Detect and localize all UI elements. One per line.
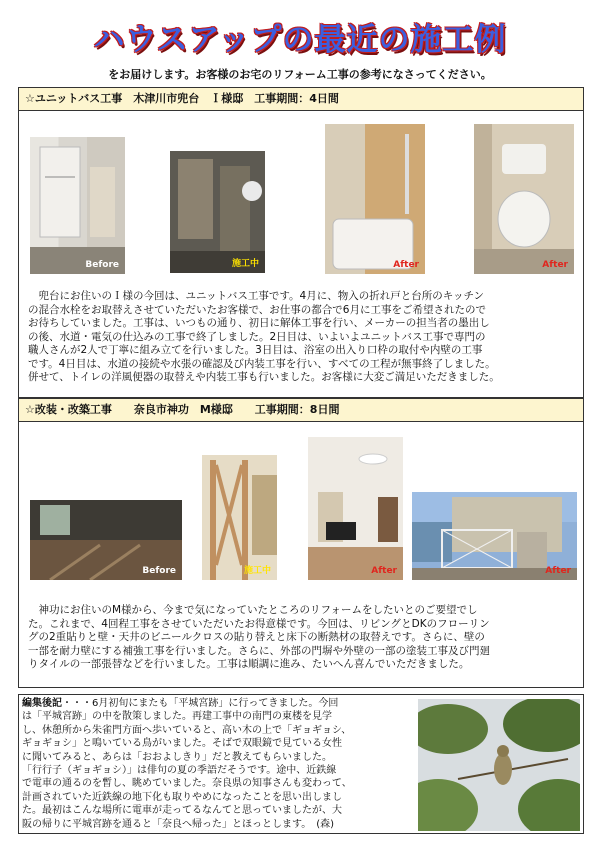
- editors-note-line: 編集後記・・・6月初旬にまたも「平城宮跡」に行ってきました。今回: [22, 698, 339, 709]
- case2-photo-during: [202, 455, 277, 580]
- case1-photo-after-bath: [325, 124, 425, 274]
- case2-line: た。これまで、4回程工事をさせていただいたお得意様です。今回は、リビングとDKのフローリン: [28, 617, 490, 630]
- case2-photo-before-label: Before: [142, 566, 176, 576]
- case1-line: の後、水道・電気の仕込みの工事で終了しました。2日目は、いよいよユニットバス工事で専門の: [28, 330, 486, 343]
- case2-photo-after-exterior-label: After: [545, 566, 571, 576]
- case1-photo-before: [30, 137, 125, 274]
- editors-note-line: で電車の通るのを暫し、眺めていました。奈良県の知事さんも変わって、: [22, 778, 352, 790]
- case2-line: グの2重貼りと壁・天井のビニールクロスの貼り替えと床下の断熱材の取替えです。さらに、壁の: [28, 631, 485, 643]
- case2-heading: ☆改装・改築工事 奈良市神功 M様邸 工事期間：8日間: [18, 398, 584, 422]
- case1-photo-after-toilet-label: After: [542, 260, 568, 270]
- editors-note-line: し、休憩所から朱雀門方面へ歩いていると、高い木の上で「ギョギョシ、: [22, 724, 352, 736]
- case2-photo-after-living-label: After: [371, 566, 397, 576]
- case1-line: 兜台にお住いのＩ様の今回は、ユニットバス工事です。4月に、物入の折れ戸と台所のキッチン: [28, 290, 484, 302]
- editors-note-line: 計画されていた近鉄線の地下化も取りやめになったことを思い出しまし: [22, 791, 342, 803]
- editors-note-line: 「行行子（ギョギョシ）」は俳句の夏の季語だそうです。途中、近鉄線: [22, 765, 337, 777]
- editors-note: [22, 697, 412, 831]
- editors-note-line: 阪の帰りに平城宮跡を通ると「奈良へ帰った」とほっとします。 (森): [22, 818, 335, 830]
- case1-line: お待ちしていました。工事は、いつもの通り、初日に解体工事を行い、メーカーの担当者の墨出し: [28, 317, 490, 329]
- case2-photo-after-exterior: [412, 492, 577, 580]
- bird-photo: [418, 699, 580, 831]
- case1-description: [28, 290, 576, 385]
- editors-note-line: ギョギョシ」と鳴いている鳥がいました。そばで双眼鏡で見ている女性: [22, 738, 342, 750]
- case2-photo-before: [30, 500, 182, 580]
- case1-line: の混合水栓をお取替えさせていただいたお客様で、お仕事の都合で6月に工事をご希望されたので: [28, 303, 486, 316]
- page-subtitle: をお届けします。お客様のお宅のリフォーム工事の参考になさってください。: [108, 68, 492, 81]
- case1-line: です。4日目は、水道の接続や水張の確認及び内装工事を行い、すべての工程が無事終了しました。: [28, 357, 496, 370]
- case1-photo-after-bath-label: After: [393, 260, 419, 270]
- case2-line: 一部を耐力壁にする補強工事を行いました。さらに、外部の門塀や外壁の一部の塗装工事及び門廻: [28, 644, 490, 657]
- case1-line: 職人さんが2人で丁寧に組み立てを行いました。3日目は、浴室の出入り口枠の取付や内壁の工事: [28, 344, 483, 356]
- editors-note-line: た。最初はこんな場所に電車が走ってるなんてと思っていましたが、大: [22, 805, 342, 817]
- case2-line: りタイルの一部張替などを行いました。工事は順調に進み、たいへん喜んでいただきました。: [28, 658, 470, 670]
- editors-note-line: は「平城宮跡」の中を散策しました。再建工事中の南門の東楼を見学: [22, 711, 332, 723]
- case2-photo-during-label: 施工中: [243, 566, 271, 576]
- page-title: ハウスアップの最近の施工例: [93, 22, 507, 58]
- case2-photo-after-living: [308, 437, 403, 580]
- case1-line: 併せて、トイレの洋風便器の取替えや内装工事も行いました。お客様に大変ご満足いただきました。: [28, 371, 500, 383]
- editors-note-line: に聞いてみると、あらは「おおよしきり」だと教えてもらいました。: [22, 751, 332, 763]
- case1-photo-before-label: Before: [85, 260, 119, 270]
- case1-photo-after-toilet: [474, 124, 574, 274]
- editors-note-lead: 編集後記: [22, 698, 62, 709]
- case2-line: 神功にお住いのM様から、今まで気になっていたところのリフォームをしたいとのご要望でし: [28, 604, 478, 616]
- case1-photo-during-label: 施工中: [231, 259, 259, 269]
- case2-description: [28, 604, 576, 672]
- case1-heading: ☆ユニットバス工事 木津川市兜台 Ｉ様邸 工事期間：4日間: [18, 87, 584, 111]
- case1-photo-during: [170, 151, 265, 273]
